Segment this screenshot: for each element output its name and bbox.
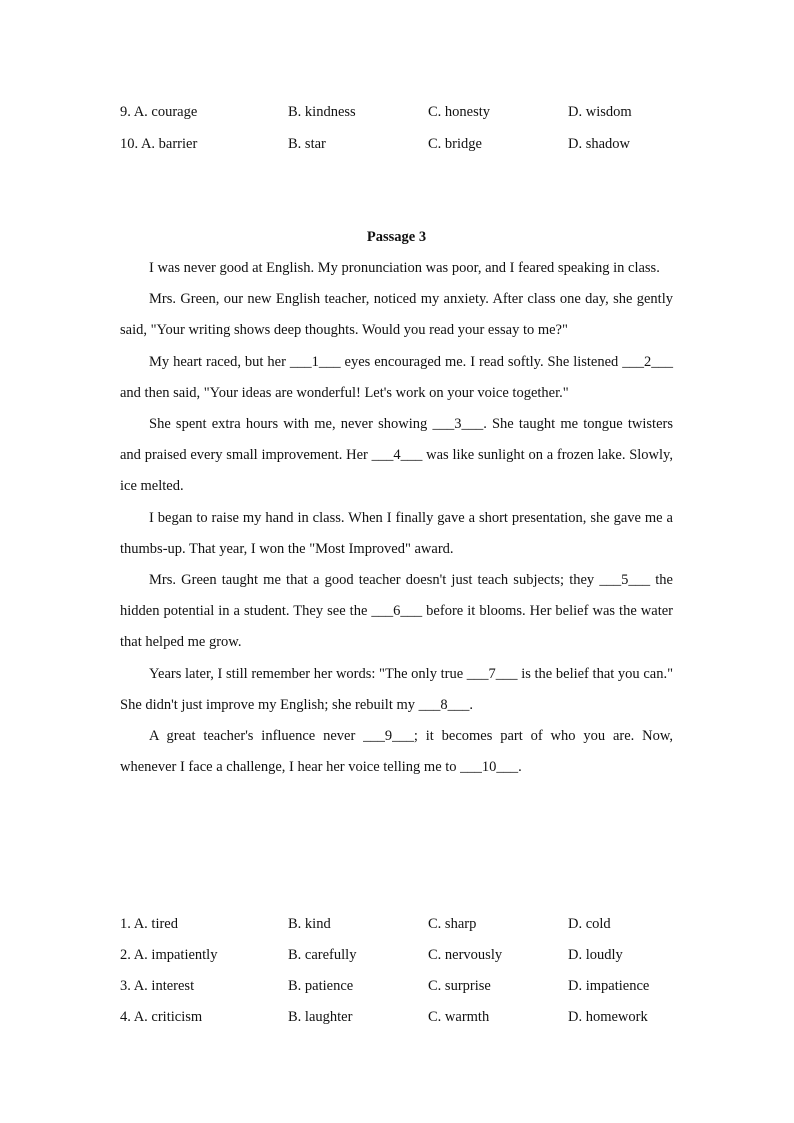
passage-title: Passage 3 [366, 229, 427, 245]
paragraph: I began to raise my hand in class. When I finally gave a short presentation, she gave me a thumbs-up. That year, I won the "Most Improved" award. [120, 509, 673, 557]
option-a: 1. A. tired [120, 916, 178, 932]
option-b: B. laughter [288, 1009, 353, 1025]
option-d: D. loudly [568, 947, 623, 963]
option-a: 2. A. impatiently [120, 947, 218, 963]
option-b: B. kind [288, 916, 331, 932]
option-b: B. kindness [288, 104, 356, 120]
option-a: 9. A. courage [120, 104, 198, 120]
option-c: C. nervously [428, 947, 503, 963]
option-row-2 [120, 945, 680, 965]
option-a: 10. A. barrier [120, 136, 198, 152]
option-row-9 [120, 102, 680, 122]
paragraph: I was never good at English. My pronunciation was poor, and I feared speaking in class. [149, 260, 660, 276]
option-d: D. cold [568, 916, 611, 932]
option-a: 4. A. criticism [120, 1009, 203, 1025]
option-c: C. surprise [428, 978, 491, 994]
option-c: C. warmth [428, 1009, 490, 1025]
option-b: B. patience [288, 978, 354, 994]
paragraph: Years later, I still remember her words: "The only true ___7___ is the belief that you can." She didn't just improve my English; she rebuilt my ___8___. [120, 665, 673, 713]
paragraph: She spent extra hours with me, never showing ___3___. She taught me tongue twisters and praised every small improvement. Her ___4___ was like sunlight on a frozen lake. Slowly, ice melted. [120, 416, 673, 495]
option-c: C. bridge [428, 136, 482, 152]
option-row-3 [120, 976, 680, 996]
option-b: B. star [288, 136, 326, 152]
option-row-10 [120, 134, 680, 154]
option-c: C. honesty [428, 104, 491, 120]
option-c: C. sharp [428, 916, 477, 932]
paragraph: My heart raced, but her ___1___ eyes encouraged me. I read softly. She listened ___2___ and then said, "Your ideas are wonderful! Let's work on your voice together." [120, 353, 673, 401]
option-a: 3. A. interest [120, 978, 195, 994]
option-d: D. homework [568, 1009, 648, 1025]
option-row-4 [120, 1007, 680, 1027]
passage-body [120, 253, 673, 783]
option-d: D. wisdom [568, 104, 632, 120]
option-d: D. shadow [568, 136, 631, 152]
paragraph: Mrs. Green, our new English teacher, noticed my anxiety. After class one day, she gently said, "Your writing shows deep thoughts. Would you read your essay to me?" [120, 291, 673, 339]
paragraph: Mrs. Green taught me that a good teacher doesn't just teach subjects; they ___5___ the hidden potential in a student. They see the ___6___ before it blooms. Her belief was the water that helped me grow. [120, 572, 673, 651]
option-d: D. impatience [568, 978, 650, 994]
option-row-1 [120, 914, 680, 934]
paragraph: A great teacher's influence never ___9___; it becomes part of who you are. Now, whenever I face a challenge, I hear her voice telling me to ___10___. [120, 728, 673, 776]
option-b: B. carefully [288, 947, 357, 963]
